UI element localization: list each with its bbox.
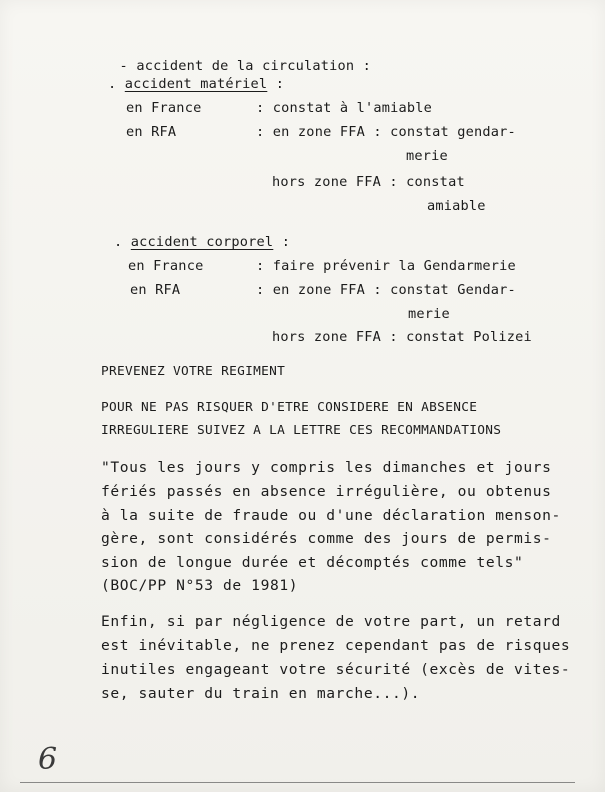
corporel-france-value: : faire prévenir la Gendarmerie [256, 258, 516, 274]
corporel-heading: . accident corporel : [114, 234, 291, 250]
materiel-rfa-zone-line2: merie [406, 148, 448, 164]
materiel-rfa-zone-line1: : en zone FFA : constat gendar- [256, 124, 516, 140]
corporel-france-label: en France [128, 258, 204, 274]
materiel-heading: . accident matériel : [108, 76, 285, 92]
materiel-heading-colon: : [267, 76, 285, 92]
corporel-heading-colon: : [273, 234, 291, 250]
corporel-rfa-zone-line1: : en zone FFA : constat Gendar- [256, 282, 516, 298]
quote-reference: (BOC/PP N°53 de 1981) [101, 577, 299, 594]
page-number: 6 [38, 742, 58, 777]
quote-line-5: sion de longue durée et décomptés comme tels" [101, 554, 524, 571]
materiel-france-label: en France [126, 100, 202, 116]
advice-line-2: est inévitable, ne prenez cependant pas de risques [101, 637, 571, 654]
materiel-heading-text: accident matériel [124, 76, 268, 92]
quote-line-4: gère, sont considérés comme des jours de permis- [101, 530, 552, 547]
accident-title-text: - accident de la circulation : [119, 58, 372, 74]
warning-line-1: POUR NE PAS RISQUER D'ETRE CONSIDERE EN ABSENCE [101, 400, 478, 415]
materiel-rfa-label: en RFA [126, 124, 177, 140]
corporel-rfa-hors: hors zone FFA : constat Polizei [272, 329, 532, 345]
advice-line-1: Enfin, si par négligence de votre part, un retard [101, 613, 561, 630]
advice-line-3: inutiles engageant votre sécurité (excès de vites- [101, 661, 571, 678]
corporel-rfa-zone-line2: merie [408, 306, 450, 322]
regiment-notice: PREVENEZ VOTRE REGIMENT [101, 364, 286, 379]
materiel-france-value: : constat à l'amiable [256, 100, 433, 116]
quote-line-3: à la suite de fraude ou d'une déclaration menson- [101, 507, 561, 524]
quote-line-1: "Tous les jours y compris les dimanches et jours [101, 459, 552, 476]
corporel-rfa-label: en RFA [130, 282, 181, 298]
corporel-heading-text: accident corporel [130, 234, 274, 250]
materiel-rfa-hors-line2: amiable [427, 198, 486, 214]
quote-line-2: fériés passés en absence irrégulière, ou obtenus [101, 483, 552, 500]
bottom-divider [20, 782, 575, 783]
warning-line-2: IRREGULIERE SUIVEZ A LA LETTRE CES RECOMMANDATIONS [101, 423, 502, 438]
materiel-rfa-hors-line1: hors zone FFA : constat [272, 174, 465, 190]
advice-line-4: se, sauter du train en marche...). [101, 685, 421, 702]
